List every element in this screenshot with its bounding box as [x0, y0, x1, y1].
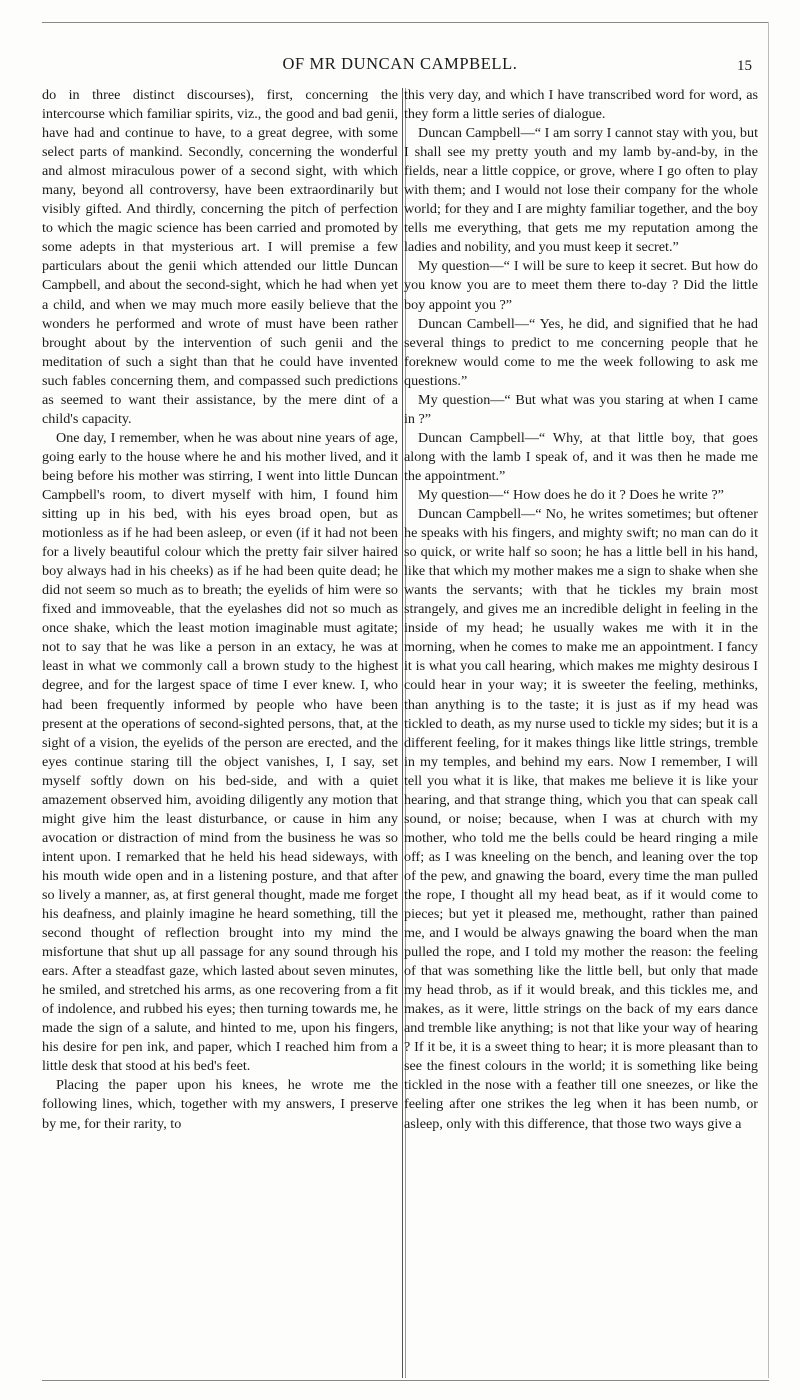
right-column [404, 86, 758, 1378]
paragraph: this very day, and which I have transcribed word for word, as they form a little series of dialogue. [404, 87, 758, 123]
dialogue-paragraph: My question—“ I will be sure to keep it secret. But how do you know you are to meet them there to-day ? Did the little boy appoint you ?” [404, 258, 758, 313]
paragraph: do in three distinct discourses), first, concerning the intercourse which familiar spirits, viz., the good and bad genii, have had and continue to have, to a great degree, with some select parts of mankind. Secondly, concerning the wonderful and almost miraculous power of a second sight, with which many, beyond all controversy, have been extraordinarily but visibly gifted. And thirdly, concerning the pitch of perfection to which the magic science has been carried and promoted by some adepts in that mysterious art. I will premise a few particulars about the genii which attended our little Duncan Campbell, and about the second-sight, which he had when yet a child, and when we may much more easily believe that the wonders he performed and wrote of must have been rather brought about by the intervention of such genii and the meditation of such a sight than that he could have invented such fables concerning them, and compassed such predictions as seemed to want their assistance, by the mere dint of a child's capacity. [42, 87, 398, 427]
dialogue-paragraph: Duncan Campbell—“ No, he writes sometimes; but oftener he speaks with his fingers, and mighty swift; no man can do it so quick, or write half so soon; he has a little bell in his hand, like that which my mother makes me a sign to shake when she wants the servants; with that he tickles my brain most strangely, and gives me an incredible delight in feeling in the inside of my head; he usually wakes me with it in the morning, when he comes to make me an appointment. I fancy it is what you call hearing, which makes me mighty desirous I could hear in your way; it is sweeter the feeling, methinks, than anything is to the taste; it is just as if my head was tickled to death, as my nurse used to tickle my sides; but it is a different feeling, for it makes things like little strings, tremble in my temples, and behind my ears. Now I remember, I will tell you what it is like, that makes me believe it is like your hearing, and that strange thing, which you that can speak call sound, or noise; because, when I was at church with my mother, who told me the bells could be heard ringing a mile off; as I was kneeling on the bench, and leaning over the top of the pew, and gnawing the board, every time the man pulled the rope, I thought all my head beat, as if it would come to pieces; but yet it pleased me, methought, rather than pained me, and I would be always gnawing the board when the man pulled the rope, and I told my mother the reason: the feeling of that was something like the little bell, but only that made my head throb, as if it would break, and this tickles me, and makes, as it were, little strings on the back of my ears dance and tremble like anything; is not that like your way of hearing ? If it be, it is a sweet thing to hear; it is more pleasant than to see the finest colours in the world; it is something like being tickled in the nose with a feather till one sneezes, or like the feeling after one strikes the leg when it has been numb, or asleep, only with this difference, that those two ways give a [404, 506, 758, 1132]
bottom-border-rule [42, 1380, 769, 1381]
running-head: OF MR DUNCAN CAMPBELL. [282, 54, 518, 73]
dialogue-paragraph: Duncan Campbell—“ I am sorry I cannot stay with you, but I shall see my pretty youth and my lamb by-and-by, in the fields, near a little coppice, or grove, where I go often to play with them; and I would not lose their company for the whole world; for they and I are mighty familiar together, and the boy tells me everything, that gets me my reputation among the ladies and nobility, and you must keep it secret.” [404, 125, 758, 256]
right-border-rule [768, 22, 769, 1378]
dialogue-paragraph: Duncan Cambell—“ Yes, he did, and signified that he had several things to predict to me concerning people that he foreknew would come to me the week following to ask me questions.” [404, 315, 758, 389]
dialogue-paragraph: My question—“ How does he do it ? Does he write ?” [418, 486, 724, 503]
top-border-rule [42, 22, 769, 23]
left-column [42, 86, 398, 1378]
dialogue-paragraph: Duncan Campbell—“ Why, at that little boy, that goes along with the lamb I speak of, and it was then he made me the appointment.” [404, 429, 758, 484]
paragraph: Placing the paper upon his knees, he wrote me the following lines, which, together with my answers, I preserve by me, for their rarity, to [42, 1077, 398, 1132]
paragraph: One day, I remember, when he was about nine years of age, going early to the house where he and his mother lived, and it being before his mother was stirring, I went into little Duncan Campbell's room, to divert myself with him, I found him sitting up in his bed, with his eyes broad open, but as motionless as if he had been asleep, or even (if it had not been for a lively beautiful colour which the pretty fair silver haired boy always had in his cheeks) as if he had been quite dead; he did not seem so much as to breath; the eyelids of him were so fixed and immoveable, that the eyelashes did not so much as once shake, which the least motion imaginable must agitate; not to say that he was like a person in an extacy, he was at least in what we commonly call a brown study to the highest degree, and for the largest space of time I ever knew. I, who had been frequently informed by people who have been present at the operations of second-sighted persons, that, at the sight of a vision, the eyelids of the person are erected, and the eyes continue staring till the object vanishes, I, I say, set myself softly down on his bed-side, and with a quiet amazement observed him, avoiding diligently any motion that might give him the least disturbance, or cause in him any avocation or distraction of mind from the business he was so intent upon. I remarked that he held his head sideways, with his mouth wide open and in a listening posture, and that after so lively a manner, as, at first general thought, made me forget his deafness, and plainly imagine he heard something, till the second thought of reflection brought into my mind the misfortune that shut up all passage for any sound through his ears. After a steadfast gaze, which lasted about seven minutes, he smiled, and stretched his arms, as one recovering from a fit of indolence, and rubbed his eyes; then turning towards me, he made the sign of a salute, and hinted to me, upon his fingers, his desire for pen ink, and paper, which I reached him from a little desk that stood at his bed's feet. [42, 429, 398, 1075]
column-divider [402, 88, 403, 1378]
dialogue-paragraph: My question—“ But what was you staring at when I came in ?” [404, 391, 758, 427]
page-number: 15 [737, 58, 752, 74]
